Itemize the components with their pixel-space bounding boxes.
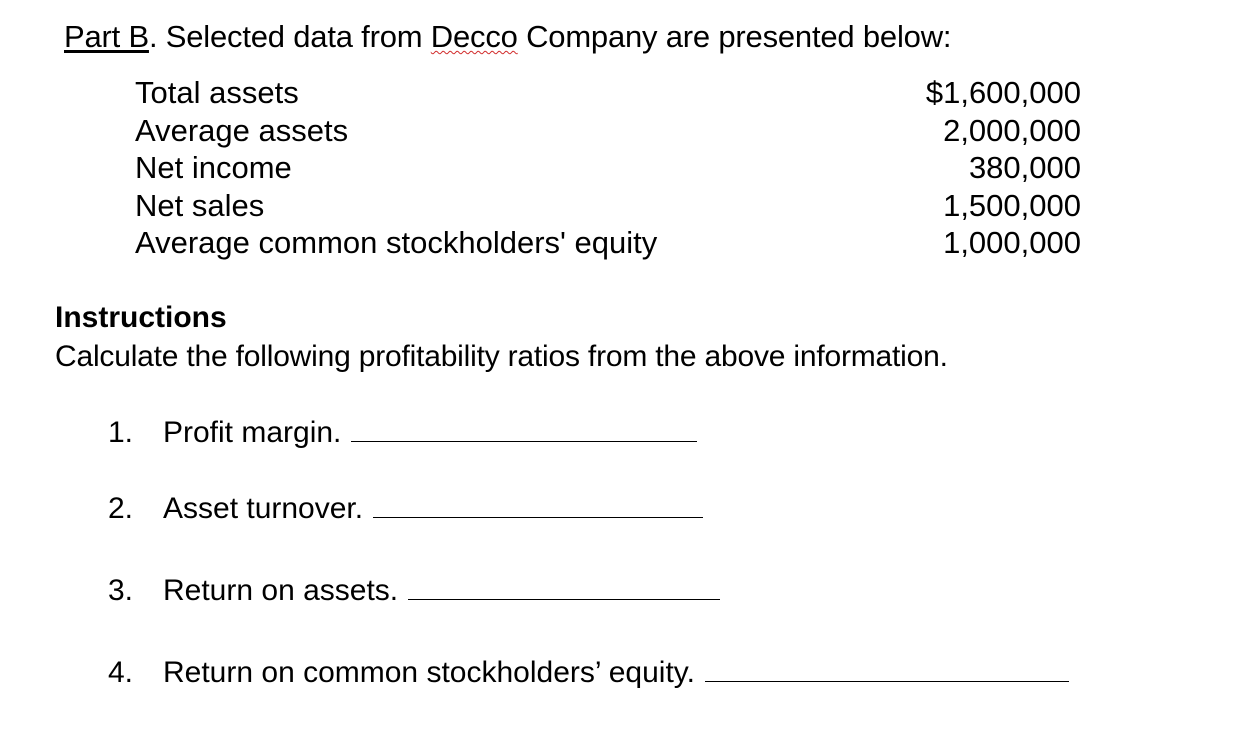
instructions-text: Calculate the following profitability ratios from the above information. xyxy=(55,340,948,373)
data-value: $1,600,000 xyxy=(925,75,1081,110)
data-row-total-assets xyxy=(135,74,1081,112)
data-value: 1,000,000 xyxy=(943,225,1081,260)
data-label: Average assets xyxy=(135,112,349,148)
question-text: Return on assets. xyxy=(163,574,399,607)
question-asset-turnover xyxy=(108,490,703,528)
data-value: 380,000 xyxy=(968,150,1081,185)
heading-text-before: . Selected data from xyxy=(148,19,431,54)
data-label: Net income xyxy=(135,150,292,185)
question-return-on-equity xyxy=(108,654,1069,692)
question-number: 4. xyxy=(108,656,134,689)
heading-text-after: Company are presented below: xyxy=(517,19,952,54)
answer-blank[interactable] xyxy=(351,415,697,442)
data-row-average-assets xyxy=(135,112,1081,150)
question-text: Asset turnover. xyxy=(163,492,364,525)
data-row-net-income xyxy=(135,149,1081,187)
selected-data-table xyxy=(135,74,1081,262)
question-number: 1. xyxy=(108,416,134,449)
company-name: Decco xyxy=(430,19,518,54)
question-profit-margin xyxy=(108,414,697,452)
part-label: Part B xyxy=(64,19,149,54)
question-text: Return on common stockholders’ equity. xyxy=(163,656,695,689)
answer-blank[interactable] xyxy=(408,573,720,600)
question-text: Profit margin. xyxy=(163,416,342,449)
instructions-title: Instructions xyxy=(55,301,227,334)
question-number: 2. xyxy=(108,492,134,525)
data-value: 1,500,000 xyxy=(943,187,1081,223)
data-label: Net sales xyxy=(135,187,265,223)
data-value: 2,000,000 xyxy=(943,112,1081,148)
data-row-net-sales xyxy=(135,187,1081,225)
part-heading xyxy=(64,18,951,56)
data-label: Average common stockholders' equity xyxy=(135,225,658,260)
data-label: Total assets xyxy=(135,75,299,110)
question-return-on-assets xyxy=(108,572,720,610)
answer-blank[interactable] xyxy=(373,491,703,518)
data-row-average-equity xyxy=(135,224,1081,262)
question-number: 3. xyxy=(108,574,134,607)
answer-blank[interactable] xyxy=(705,655,1069,682)
